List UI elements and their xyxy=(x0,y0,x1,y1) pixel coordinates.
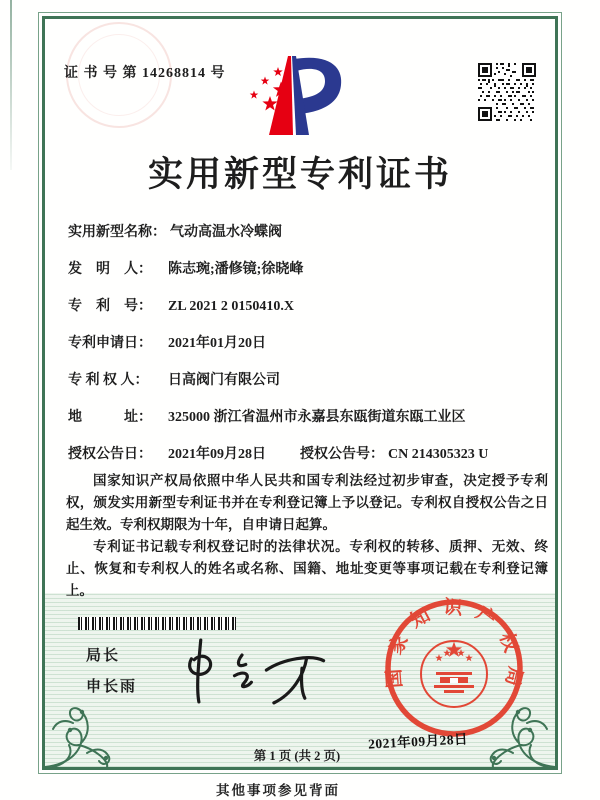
field-label: 专 利 权 人： xyxy=(68,373,149,388)
grant-number-label: 授权公告号： xyxy=(300,447,384,462)
back-side-note: 其他事项参见背面 xyxy=(216,783,340,798)
body-paragraph: 专利证书记载专利权登记时的法律状况。专利权的转移、质押、无效、终止、恢复和专利权人的姓名或名称、国籍、地址变更等事项记载在专利登记簿上。 xyxy=(66,539,548,598)
field-value: 2021年01月20日 xyxy=(168,336,266,351)
field-label: 实用新型名称： xyxy=(68,225,166,240)
field-row-inventors xyxy=(68,258,554,281)
field-label: 发 明 人： xyxy=(68,262,152,277)
director-title: 局长 xyxy=(86,648,121,664)
field-row-name xyxy=(68,221,554,244)
certificate-number: 证 书 号 第 14268814 号 xyxy=(64,66,226,81)
field-row-patent-number xyxy=(68,295,554,318)
cnipa-official-seal-icon xyxy=(380,594,528,742)
field-value: 325000 浙江省温州市永嘉县东瓯街道东瓯工业区 xyxy=(168,410,466,425)
field-value: 气动高温水冷蝶阀 xyxy=(170,225,282,240)
patent-fields xyxy=(68,221,554,480)
field-row-filing-date xyxy=(68,332,554,355)
field-row-grant xyxy=(68,443,554,466)
field-value: 2021年09月28日 xyxy=(168,447,266,462)
director-name: 申长雨 xyxy=(86,679,138,695)
field-row-address xyxy=(68,406,554,429)
seal-text: 国家知识产权局 xyxy=(383,596,526,700)
qr-code-icon xyxy=(478,63,536,121)
grant-number-value: CN 214305323 U xyxy=(388,447,489,462)
cnipa-patent-logo-icon xyxy=(238,47,353,143)
field-row-patentee xyxy=(68,369,554,392)
body-paragraph: 国家知识产权局依照中华人民共和国专利法经过初步审查，决定授予专利权，颁发实用新型专利证书并在专利登记簿上予以登记。专利权自授权公告之日起生效。专利权期限为十年，自申请日起算。 xyxy=(66,473,548,532)
field-label: 地 址： xyxy=(68,410,152,425)
field-value: 陈志琬;潘修镜;徐晓峰 xyxy=(168,262,304,277)
field-label: 授权公告日： xyxy=(68,447,152,462)
page-number: 第 1 页 (共 2 页) xyxy=(253,749,341,763)
barcode-icon xyxy=(78,617,236,630)
document-title: 实用新型专利证书 xyxy=(147,155,452,194)
scan-edge-artifact xyxy=(10,0,12,170)
seal-date: 2021年09月28日 xyxy=(367,731,469,752)
field-value: ZL 2021 2 0150410.X xyxy=(168,299,295,314)
legal-body-text xyxy=(66,470,548,602)
field-value: 日高阀门有限公司 xyxy=(168,373,280,388)
field-label: 专利申请日： xyxy=(68,336,152,351)
field-label: 专 利 号： xyxy=(68,299,152,314)
director-signature-icon xyxy=(182,630,332,712)
